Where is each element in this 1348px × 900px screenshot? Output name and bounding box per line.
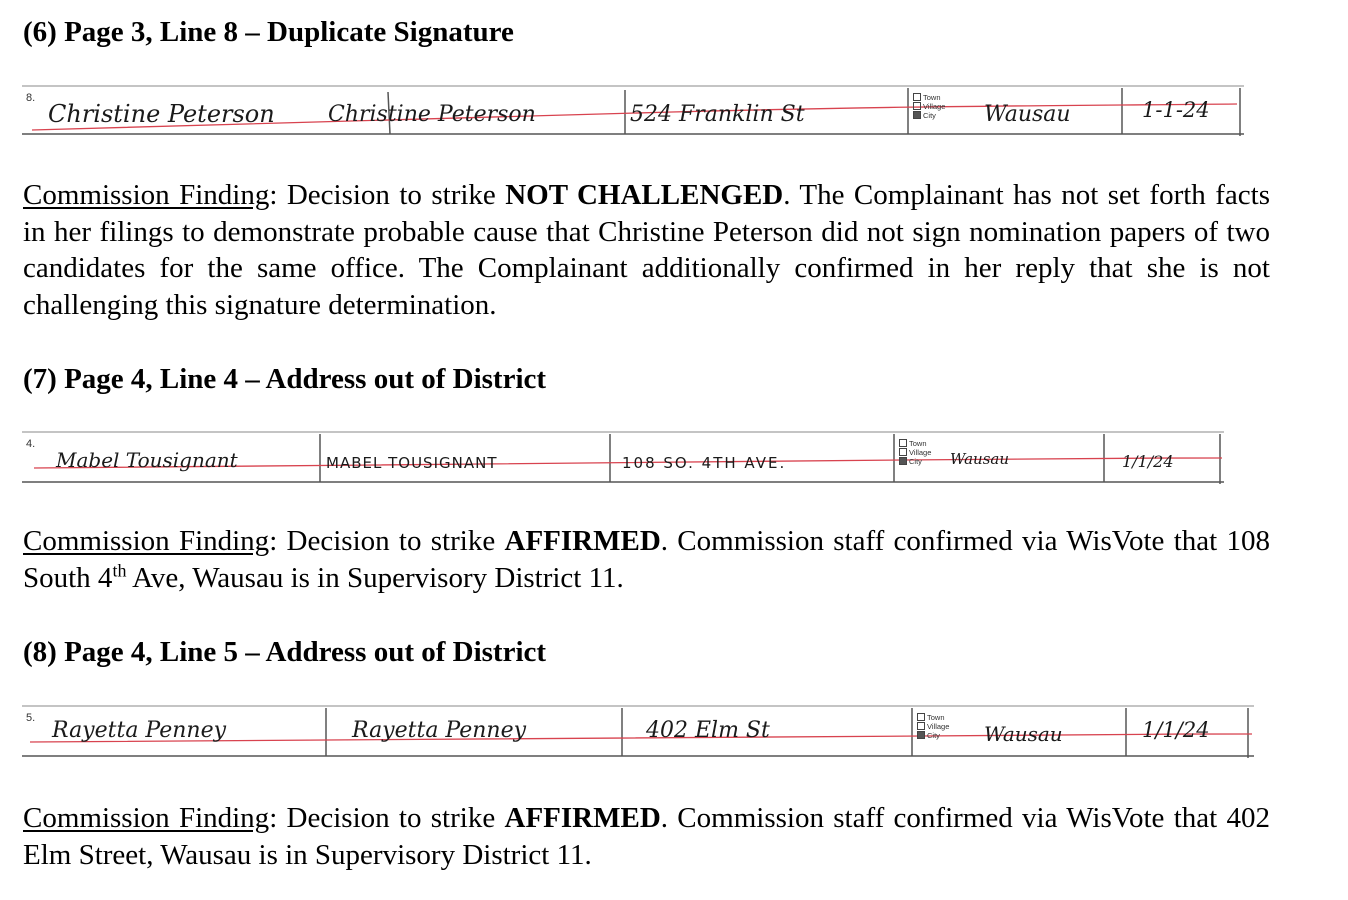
- checkbox-village: [899, 448, 907, 456]
- line-number: 4.: [26, 438, 36, 450]
- checkbox-city-checked: [899, 457, 907, 465]
- signature-row-excerpt: [22, 704, 1254, 760]
- signature-handwriting: Rayetta Penney: [52, 718, 227, 743]
- date-handwriting: 1/1/24: [1142, 718, 1210, 742]
- checkbox-town: [913, 93, 921, 101]
- finding-label: Commission Finding: [23, 179, 270, 211]
- checkbox-village: [917, 722, 925, 730]
- signature-handwriting: Mabel Tousignant: [56, 448, 238, 472]
- line-number: 8.: [26, 92, 36, 104]
- commission-finding-7: Commission Finding: Decision to strike AFFIRMED. Commission staff confirmed via WisVote that 108 South 4th Ave, Wausau is in Supervisory District 11.: [23, 525, 1270, 594]
- printed-name-handwriting: MABEL TOUSIGNANT: [326, 454, 498, 472]
- section-7-heading: (7) Page 4, Line 4 – Address out of District: [23, 363, 547, 395]
- date-handwriting: 1-1-24: [1142, 98, 1210, 122]
- commission-finding-6: Commission Finding: Decision to strike NOT CHALLENGED. The Complainant has not set forth facts in her filings to demonstrate probable cause that Christine Peterson did not sign nomination papers of two candidates for the same office. The Complainant additionally confirmed in her reply that she is not challenging this signature determination.: [23, 179, 1270, 321]
- municipality-checkboxes: Town Village City: [913, 93, 945, 120]
- address-handwriting: 402 Elm St: [646, 718, 770, 743]
- commission-finding-8: Commission Finding: Decision to strike AFFIRMED. Commission staff confirmed via WisVote that 402 Elm Street, Wausau is in Supervisory District 11.: [23, 802, 1270, 871]
- printed-name-handwriting: Christine Peterson: [328, 102, 536, 127]
- checkbox-city-checked: [913, 111, 921, 119]
- finding-label: Commission Finding: [23, 802, 270, 834]
- finding-decision: AFFIRMED: [504, 525, 661, 557]
- checkbox-town: [917, 713, 925, 721]
- municipality-checkboxes: Town Village City: [899, 439, 931, 466]
- municipality-checkboxes: Town Village City: [917, 713, 949, 740]
- signature-row-excerpt: [22, 84, 1244, 140]
- municipality-handwriting: Wausau: [984, 722, 1063, 746]
- section-6-heading: (6) Page 3, Line 8 – Duplicate Signature: [23, 16, 514, 48]
- printed-name-handwriting: Rayetta Penney: [352, 718, 527, 743]
- finding-label: Commission Finding: [23, 525, 270, 557]
- checkbox-town: [899, 439, 907, 447]
- finding-decision: AFFIRMED: [504, 802, 661, 834]
- signature-row-excerpt: [22, 430, 1224, 486]
- address-handwriting: 524 Franklin St: [630, 102, 805, 127]
- checkbox-city-checked: [917, 731, 925, 739]
- municipality-handwriting: Wausau: [950, 450, 1010, 468]
- municipality-handwriting: Wausau: [984, 102, 1071, 127]
- date-handwriting: 1/1/24: [1122, 452, 1174, 471]
- checkbox-village: [913, 102, 921, 110]
- section-8-heading: (8) Page 4, Line 5 – Address out of District: [23, 636, 547, 668]
- signature-handwriting: Christine Peterson: [48, 100, 275, 128]
- finding-decision: NOT CHALLENGED: [505, 179, 784, 211]
- address-handwriting: 108 SO. 4TH AVE.: [622, 454, 787, 472]
- line-number: 5.: [26, 712, 36, 724]
